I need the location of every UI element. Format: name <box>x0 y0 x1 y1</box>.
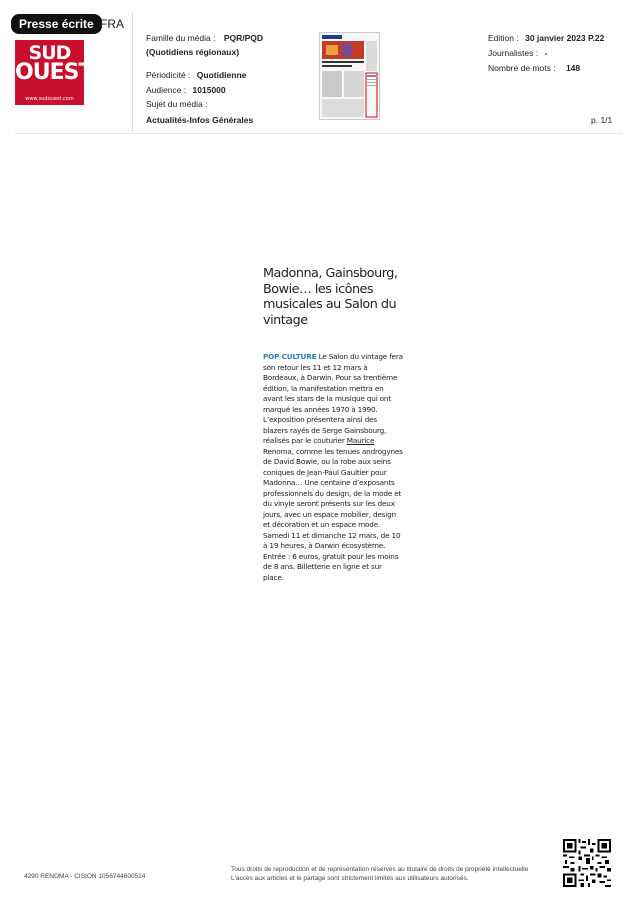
famille-sub <box>146 47 239 57</box>
audience-label: Audience : <box>146 85 187 95</box>
edition-label: Edition : <box>488 33 519 43</box>
article-kicker: POP CULTURE <box>263 352 317 361</box>
article-link-maurice[interactable]: Maurice <box>346 436 375 445</box>
publication-logo <box>15 40 93 105</box>
journalistes-row <box>488 48 547 58</box>
footer-rights-line2: L'accès aux articles et le partage sont strictement limités aux utilisateurs autorisés. <box>231 875 469 882</box>
periodicite-row <box>146 70 246 80</box>
sujet-value: Actualités-Infos Générales <box>146 115 254 125</box>
journalistes-value: - <box>544 48 548 58</box>
footer-rights-line1: Tous droits de reproduction et de représentation réservés au titulaire de droits de propriété intellectuelle <box>231 866 529 873</box>
qr-code-icon <box>563 839 611 887</box>
famille-row <box>146 33 263 43</box>
periodicite-label: Périodicité : <box>146 70 191 80</box>
famille-sub-value: (Quotidiens régionaux) <box>146 47 240 57</box>
edition-row <box>488 33 604 43</box>
logo-line2: OUEST <box>15 60 93 85</box>
journalistes-label: Journalistes : <box>488 48 539 58</box>
country-code: FRA <box>100 17 124 31</box>
mots-value: 148 <box>565 63 581 73</box>
famille-value: PQR/PQD <box>223 33 264 43</box>
sujet-label: Sujet du média : <box>146 99 208 109</box>
page-number: p. 1/1 <box>591 115 613 125</box>
article-title: Madonna, Gainsbourg, Bowie… les icônes musicales au Salon du vintage <box>263 266 398 328</box>
header-rule <box>15 133 622 134</box>
article-body <box>263 352 403 583</box>
article-text-end: Renoma, comme les tenues androgynes de David Bowie, ou la robe aux seins coniques de Jean-Paul Gaultier pour Madonna… Une centaine d’exposants professionnels du design, de la mode et du vinyle seront présents sur les deux jours, avec un espace mobilier, design et décoration et un espace mode. Samedi 11 et dimanche 12 mars, de 10 à 19 heures, à Darwin écosystème. Entrée : 6 euros, gratuit pour les moins de 8 ans. Billetterie en ligne et sur place. <box>263 446 403 582</box>
newspaper-page-icon <box>320 33 379 119</box>
article-thumbnail <box>319 32 380 120</box>
media-type-badge: Presse écrite <box>11 14 102 34</box>
logo-url: www.sudouest.com <box>25 96 74 102</box>
mots-row <box>488 63 580 73</box>
mots-label: Nombre de mots : <box>488 63 556 73</box>
footer-reference: 4290 RENOMA - CISION 1056744600524 <box>24 873 146 880</box>
periodicite-value: Quotidienne <box>196 70 247 80</box>
logo-line1: SUD <box>28 42 71 64</box>
footer-rights <box>231 865 561 883</box>
famille-label: Famille du média : <box>146 33 216 43</box>
audience-value: 1015000 <box>192 85 226 95</box>
header-divider <box>132 12 133 132</box>
edition-value: 30 janvier 2023 P.22 <box>525 33 605 43</box>
audience-row <box>146 85 226 95</box>
article-text-start: Le Salon du vintage fera son retour les 11 et 12 mars à Bordeaux, à Darwin. Pour sa trentième édition, la manifestation mettra en avant les stars de la musique qui ont marqué les années 1970 à 1990. L’exposition présentera ainsi des blazers rayés de Serge Gainsbourg, réalisés par le couturier <box>263 352 403 445</box>
sujet-row <box>146 115 253 125</box>
